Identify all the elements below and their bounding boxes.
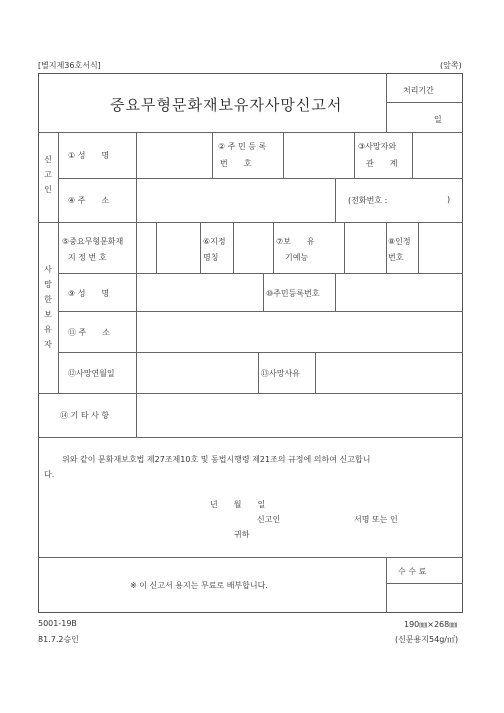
divider [58, 352, 463, 353]
divider [38, 132, 463, 133]
skill-label-2: 기예능 [285, 253, 309, 262]
divider [386, 73, 387, 132]
divider [315, 352, 316, 393]
divider [38, 437, 463, 438]
divider [58, 273, 463, 274]
divider [386, 222, 387, 273]
phone-label: (전화번호 : [348, 196, 388, 205]
divider [335, 273, 336, 311]
divider [283, 132, 284, 178]
processing-period-label: 처리기간 [403, 86, 434, 95]
divider [354, 132, 355, 178]
divider [258, 352, 259, 393]
designation-name-label: ⑥지정 [203, 237, 226, 246]
page-side-label: (앞쪽) [440, 61, 462, 70]
divider [38, 222, 463, 223]
free-form-notice: ※ 이 신고서 용지는 무료로 배부합니다. [130, 581, 268, 590]
declaration-text-end: 다. [44, 470, 55, 479]
deceased-section-label: 사망한보유자 [44, 265, 52, 349]
form-code: 5001-19B [38, 619, 77, 628]
approval-date: 81.7.2승인 [38, 635, 79, 644]
divider [156, 222, 157, 273]
reporter-name-label: ① 성 명 [68, 151, 110, 160]
recipient-label: 귀하 [234, 530, 250, 539]
divider [386, 557, 387, 613]
divider [58, 132, 59, 393]
deceased-address-label: ⑪ 주 소 [68, 328, 110, 337]
date-line: 년 월 일 [210, 500, 266, 509]
reporter-rrn-label: ② 주 민 등 록 [218, 142, 267, 151]
divider [200, 222, 201, 273]
signature-seal-label: 서명 또는 인 [354, 515, 398, 524]
paper-type: (신문용지54g/㎡) [395, 635, 459, 644]
relation-label-2: 관 계 [366, 159, 398, 168]
certification-number-label-2: 번호 [388, 253, 404, 262]
divider [136, 393, 137, 437]
divider [273, 222, 274, 273]
declaration-text: 위와 같이 문화재보호법 제27조제10호 및 동법시행령 제21조의 규정에 의하여 신고합니 [62, 455, 371, 464]
reporter-signature-label: 신고인 [257, 515, 281, 524]
reporter-section-label: 신고인 [44, 155, 52, 194]
divider [233, 222, 234, 273]
divider [418, 222, 419, 273]
deceased-name-label: ⑨ 성 명 [68, 289, 110, 298]
form-id-label: [별지제36호서식] [38, 61, 101, 70]
reporter-rrn-label-2: 번 호 [220, 159, 252, 168]
paper-size: 190㎜×268㎜ [404, 620, 458, 629]
divider [386, 102, 463, 103]
divider [335, 178, 336, 222]
form-title: 중요무형문화재보유자사망신고서 [110, 96, 343, 114]
heritage-number-label-2: 지 정 번 호 [68, 253, 107, 262]
fee-label: 수 수 료 [398, 567, 427, 576]
processing-period-value: 일 [434, 115, 442, 124]
deceased-rrn-label: ⑩주민등록번호 [266, 289, 320, 298]
skill-label: ⑦보 유 [276, 237, 315, 246]
divider [263, 273, 264, 311]
reporter-address-label: ④ 주 소 [68, 196, 110, 205]
divider [412, 132, 413, 178]
death-reason-label: ⑬사망사유 [261, 369, 300, 378]
divider [386, 583, 463, 584]
divider [38, 393, 463, 394]
divider [136, 132, 137, 393]
phone-close-paren: ) [447, 195, 451, 204]
divider [212, 132, 213, 178]
divider [58, 311, 463, 312]
divider [38, 557, 463, 558]
other-matters-label: ⑭ 기 타 사 항 [60, 411, 110, 420]
designation-name-label-2: 명칭 [203, 253, 219, 262]
divider [58, 178, 463, 179]
heritage-number-label: ⑤중요무형문화재 [62, 237, 124, 246]
relation-label: ③사망자와 [358, 142, 397, 151]
divider [344, 222, 345, 273]
death-date-label: ⑫사망연월일 [68, 369, 115, 378]
certification-number-label: ⑧인정 [388, 237, 411, 246]
